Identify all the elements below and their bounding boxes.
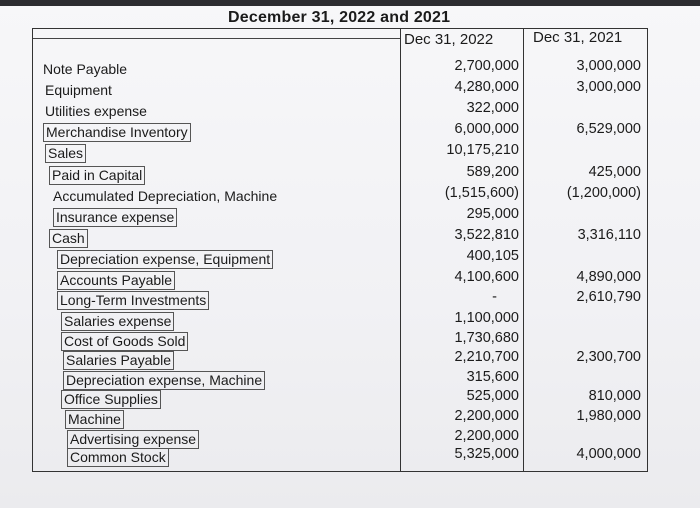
value-2022: 4,280,000 — [454, 79, 519, 95]
row-label-text: Common Stock — [67, 448, 169, 467]
row-label-text: Equipment — [45, 82, 112, 98]
row-label — [57, 271, 175, 290]
row-label — [61, 390, 161, 409]
value-2021: 3,000,000 — [576, 58, 641, 74]
row-label-text: Depreciation expense, Equipment — [57, 250, 273, 269]
row-label-text: Salaries Payable — [63, 351, 174, 370]
row-label-text: Paid in Capital — [49, 166, 145, 185]
row-label-text: Cost of Goods Sold — [61, 332, 188, 351]
row-label-text: Salaries expense — [61, 312, 174, 331]
row-label-text: Advertising expense — [67, 430, 199, 449]
row-label — [61, 332, 188, 351]
row-label-text: Depreciation expense, Machine — [63, 371, 265, 390]
value-2022: 6,000,000 — [454, 121, 519, 137]
value-2022: 10,175,210 — [446, 142, 519, 158]
value-2021: 3,000,000 — [576, 79, 641, 95]
value-2022: 2,700,000 — [454, 58, 519, 74]
value-2021: 810,000 — [588, 388, 641, 404]
value-2021: 2,610,790 — [576, 289, 641, 305]
value-2021: 1,980,000 — [576, 408, 641, 424]
value-2022: 4,100,600 — [454, 269, 519, 285]
value-2022: 1,100,000 — [454, 310, 519, 326]
row-label-text: Office Supplies — [61, 390, 161, 409]
value-2022: 322,000 — [466, 100, 519, 116]
top-band — [0, 0, 700, 6]
row-label-text: Long-Term Investments — [57, 291, 209, 310]
row-label — [63, 351, 174, 370]
row-label — [57, 291, 209, 310]
row-label — [57, 250, 273, 269]
row-label-text: Accumulated Depreciation, Machine — [53, 188, 278, 204]
row-label-text: Sales — [45, 144, 86, 163]
value-2022: 589,200 — [466, 164, 519, 180]
row-label — [63, 371, 265, 390]
row-label-text: Machine — [65, 410, 124, 429]
value-2021: (1,200,000) — [566, 185, 641, 201]
value-2021: 2,300,700 — [576, 349, 641, 365]
row-label — [45, 102, 147, 120]
row-label — [43, 60, 127, 78]
row-label — [61, 312, 174, 331]
row-label — [67, 448, 169, 467]
row-label — [53, 208, 177, 227]
label-header-rule — [33, 38, 400, 39]
row-label — [49, 166, 145, 185]
value-2021: 4,000,000 — [576, 446, 641, 462]
value-2021: 3,316,110 — [577, 227, 641, 243]
row-label — [45, 144, 86, 163]
value-2022: - — [492, 289, 497, 305]
row-label — [67, 430, 199, 449]
value-2022: 2,200,000 — [454, 428, 519, 444]
header-2021: Dec 31, 2021 — [533, 29, 623, 46]
row-label — [43, 123, 191, 142]
row-label — [65, 410, 124, 429]
column-divider-2022 — [400, 29, 401, 471]
value-2022: 400,105 — [466, 248, 519, 264]
value-2022: 525,000 — [466, 388, 519, 404]
row-label-text: Utilities expense — [45, 103, 147, 119]
row-label-text: Note Payable — [43, 61, 128, 77]
row-label — [53, 187, 277, 205]
value-2021: 4,890,000 — [576, 269, 641, 285]
value-2022: 1,730,680 — [454, 330, 519, 346]
row-label-text: Insurance expense — [53, 208, 177, 227]
row-label-text: Merchandise Inventory — [43, 123, 191, 142]
page-title: December 31, 2022 and 2021 — [228, 9, 451, 26]
value-2022: (1,515,600) — [444, 185, 519, 201]
row-label — [45, 81, 112, 99]
value-2022: 2,210,700 — [454, 349, 519, 365]
value-2022: 3,522,810 — [454, 227, 519, 243]
row-label — [49, 229, 88, 248]
value-2022: 295,000 — [466, 206, 519, 222]
row-label-text: Cash — [49, 229, 88, 248]
value-2022: 315,600 — [466, 369, 519, 385]
value-2021: 425,000 — [588, 164, 641, 180]
value-2022: 2,200,000 — [454, 408, 519, 424]
column-divider-2021 — [523, 29, 524, 471]
balance-table — [32, 28, 648, 472]
value-2022: 5,325,000 — [454, 446, 519, 462]
row-label-text: Accounts Payable — [57, 271, 175, 290]
header-2022: Dec 31, 2022 — [404, 31, 494, 48]
value-2021: 6,529,000 — [576, 121, 641, 137]
